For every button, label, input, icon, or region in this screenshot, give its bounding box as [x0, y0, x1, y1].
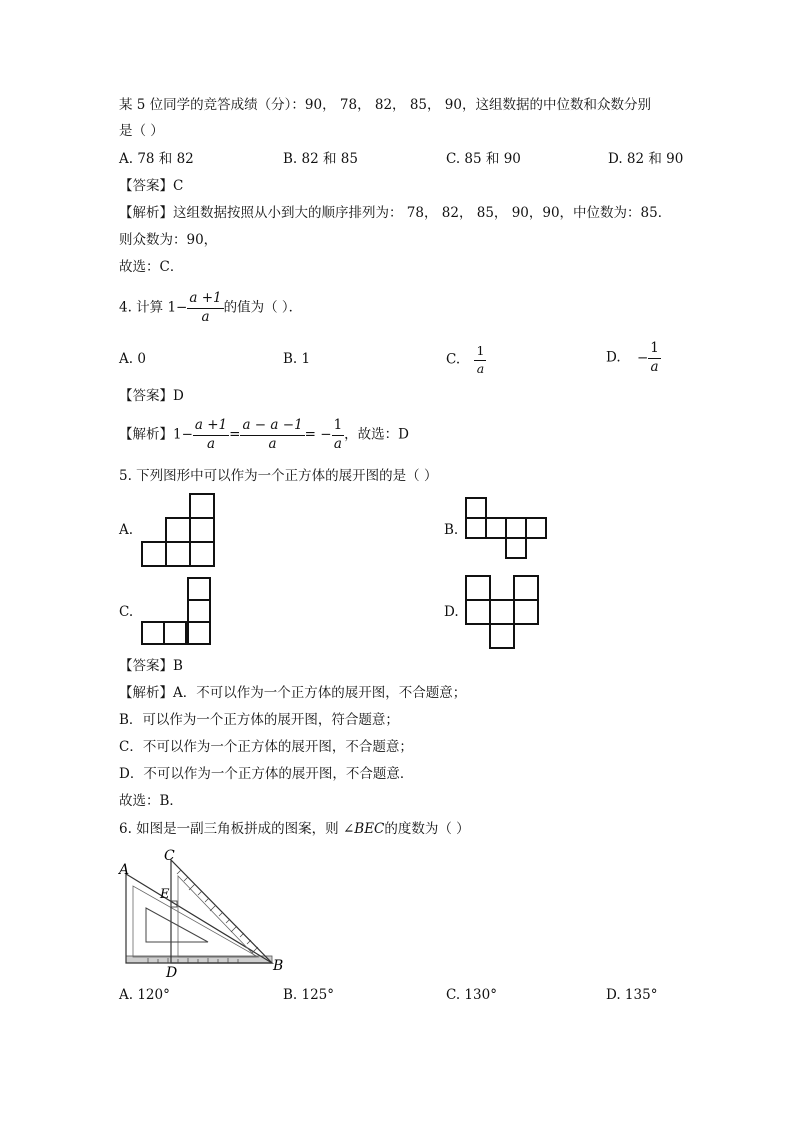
q4-option-d-sign: − — [636, 349, 649, 366]
q4-stem-frac-den: a — [201, 308, 210, 325]
q4-analysis-prefix: 【解析】1− — [119, 426, 193, 443]
q4-stem-suffix: 的值为（ ）． — [223, 299, 303, 316]
q3-stem-line2: 是（ ） — [119, 123, 164, 139]
q6-option-a: A. 120° — [119, 987, 170, 1003]
q3-option-a: A. 78 和 82 — [119, 151, 194, 167]
q4-analysis-frac3-den: a — [333, 435, 342, 452]
q4-analysis-frac1-den: a — [207, 435, 216, 452]
q4-option-a: A. 0 — [119, 351, 146, 367]
inner-small-triangle — [146, 908, 208, 942]
q5-analysis-a: 【解析】A．不可以作为一个正方体的展开图，不合题意； — [119, 685, 467, 701]
q5-analysis-c: C．不可以作为一个正方体的展开图，不合题意； — [119, 739, 413, 755]
q4-option-b: B. 1 — [283, 351, 311, 367]
q4-option-c-num: 1 — [474, 345, 486, 361]
q3-conclusion: 故选：C． — [119, 259, 184, 275]
q4-option-c-label: C. — [446, 351, 461, 368]
q4-analysis-frac2-den: a — [268, 435, 277, 452]
q4-analysis-frac2-num: a − a −1 — [240, 419, 304, 436]
q5-analysis-b: B．可以作为一个正方体的展开图，符合题意； — [119, 712, 399, 728]
q4-option-d-num: 1 — [648, 342, 661, 359]
q6-option-b: B. 125° — [283, 987, 335, 1003]
q4-stem-fraction — [187, 292, 223, 324]
q4-analysis-frac1 — [193, 419, 229, 451]
point-c-label: C — [164, 848, 175, 864]
point-a-label: A — [119, 862, 130, 878]
point-d-label: D — [166, 965, 178, 980]
q4-option-c-fraction — [474, 345, 486, 375]
q4-option-d — [606, 342, 661, 374]
q4-option-d-fraction — [648, 342, 661, 374]
ruler-ticks — [177, 870, 258, 953]
q5-net-d — [464, 574, 542, 650]
q6-stem — [119, 823, 470, 837]
q4-analysis — [119, 419, 409, 451]
q4-analysis-frac1-num: a +1 — [193, 419, 229, 436]
q4-analysis-eq2: = − — [304, 426, 332, 443]
q4-analysis-frac3-num: 1 — [332, 419, 345, 436]
point-b-label: B — [273, 958, 284, 974]
q5-net-a — [140, 492, 216, 568]
q5-conclusion: 故选：B． — [119, 793, 183, 809]
triangle-cdb-inner — [178, 876, 256, 957]
q6-stem-suffix: 的度数为（ ） — [384, 821, 470, 837]
q4-option-c-den: a — [476, 360, 485, 376]
triangle-cdb — [171, 860, 272, 963]
point-e-label: E — [160, 887, 170, 902]
q4-stem — [119, 292, 302, 324]
q5-label-d: D. — [444, 604, 459, 620]
q4-analysis-frac2 — [240, 419, 304, 451]
triangle-abd — [126, 874, 272, 963]
q6-stem-prefix: 6. 如图是一副三角板拼成的图案，则 ∠ — [119, 821, 355, 837]
q4-analysis-eq1: = — [229, 426, 241, 443]
triangle-abd-inner — [133, 886, 258, 957]
q6-option-d: D. 135° — [606, 987, 658, 1003]
q4-stem-frac-num: a +1 — [187, 292, 223, 309]
q3-answer: 【答案】C — [119, 178, 184, 194]
q6-triangle-figure — [118, 846, 293, 980]
q3-option-b: B. 82 和 85 — [283, 151, 358, 167]
q6-option-c: C. 130° — [446, 987, 497, 1003]
q4-analysis-frac3 — [332, 419, 345, 451]
q3-option-c: C. 85 和 90 — [446, 151, 521, 167]
q3-analysis-line2: 则众数为：90， — [119, 232, 218, 248]
q4-option-c — [446, 345, 486, 375]
q5-stem: 5. 下列图形中可以作为一个正方体的展开图的是（ ） — [119, 468, 438, 484]
q5-label-a: A. — [119, 522, 134, 538]
q4-analysis-suffix: ，故选：D — [344, 426, 409, 443]
q3-analysis-line1: 【解析】这组数据按照从小到大的顺序排列为： 78， 82， 85， 90，90，中位数为：85． — [119, 205, 672, 221]
q3-option-d: D. 82 和 90 — [608, 151, 684, 167]
q4-option-d-label: D. — [606, 349, 621, 366]
q4-answer: 【答案】D — [119, 388, 184, 404]
q5-label-c: C. — [119, 604, 134, 620]
q6-angle: BEC — [354, 821, 385, 837]
q5-net-b — [464, 496, 550, 562]
q5-analysis-d: D．不可以作为一个正方体的展开图，不合题意． — [119, 766, 414, 782]
q5-label-b: B. — [444, 522, 459, 538]
q5-answer: 【答案】B — [119, 658, 183, 674]
q4-option-d-den: a — [650, 358, 659, 375]
q4-stem-prefix: 4. 计算 1− — [119, 299, 188, 316]
q5-net-c — [140, 576, 214, 648]
q3-stem-line1: 某 5 位同学的竞答成绩（分）：90， 78， 82， 85， 90，这组数据的中位数和众数分别 — [119, 97, 651, 113]
